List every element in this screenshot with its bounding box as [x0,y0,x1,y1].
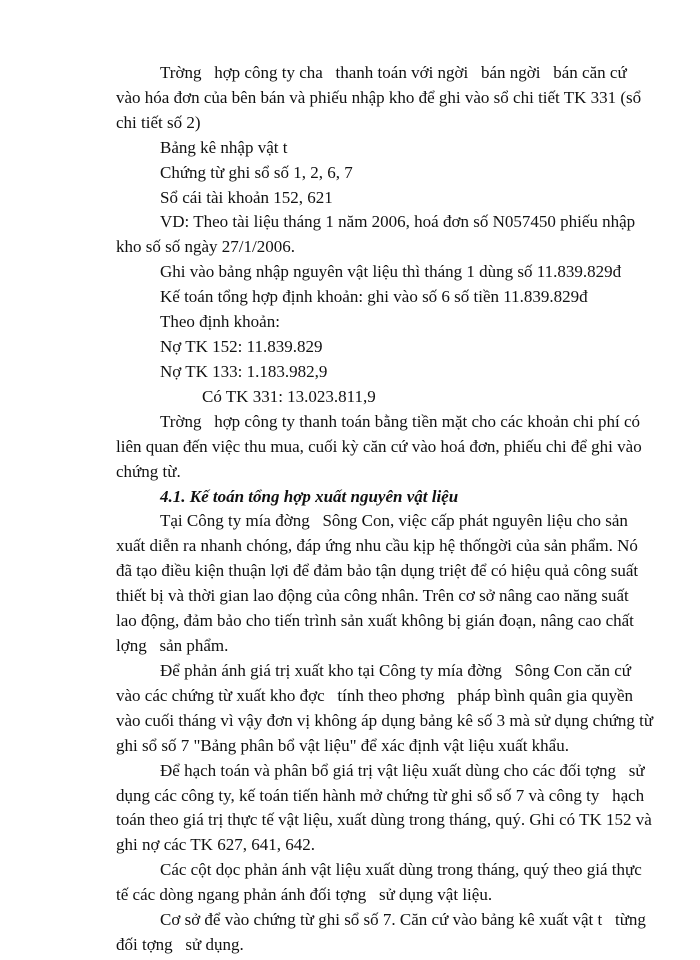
text-line: Để hạch toán và phân bổ giá trị vật liệu xuất dùng cho các đối tợng sử [160,761,645,780]
text-line: Kế toán tổng hợp định khoản: ghi vào số 6 số tiền 11.839.829đ [160,287,588,306]
text-line: Chứng từ ghi sổ số 1, 2, 6, 7 [160,163,353,182]
text-line: Nợ TK 133: 1.183.982,9 [160,362,328,381]
text-line: Các cột dọc phản ánh vật liệu xuất dùng trong tháng, quý theo giá thực [160,860,642,879]
text-line: đối tợng sử dụng. [116,935,244,954]
text-line: Trờng hợp công ty thanh toán bằng tiền mặt cho các khoản chi phí có [160,412,641,431]
text-line: chứng từ. [116,462,181,481]
text-line: thiết bị và thời gian lao động của công nhân. Trên cơ sở nâng cao năng suất [116,586,629,605]
text-line: ghi nợ các TK 627, 641, 642. [116,835,315,854]
text-line: kho số số ngày 27/1/2006. [116,237,295,256]
text-line: Theo định khoản: [160,312,280,331]
section-heading: 4.1. Kế toán tổng hợp xuất nguyên vật liệu [160,487,459,506]
text-line: đã tạo điều kiện thuận lợi để đảm bảo tận dụng triệt để có hiệu quả công suất [116,561,639,580]
text-line: vào hóa đơn của bên bán và phiếu nhập kho để ghi vào sổ chi tiết TK 331 (sổ [116,88,642,107]
text-line: chi tiết số 2) [116,113,201,132]
text-line: xuất diễn ra nhanh chóng, đáp ứng nhu cầu kịp hệ thốngời của sản phẩm. Nó [116,536,638,555]
text-line: VD: Theo tài liệu tháng 1 năm 2006, hoá đơn số N057450 phiếu nhập [160,212,636,231]
text-line: Tại Công ty mía đờng Sông Con, việc cấp phát nguyên liệu cho sản [160,511,628,530]
text-line: lợng sản phẩm. [116,636,229,655]
text-line: tế các dòng ngang phản ánh đối tợng sử dụng vật liệu. [116,885,493,904]
text-line: vào các chứng từ xuất kho đợc tính theo phơng pháp bình quân gia quyền [116,686,634,705]
text-line: Bảng kê nhập vật t [160,138,288,157]
text-line: Để phản ánh giá trị xuất kho tại Công ty mía đờng Sông Con căn cứ [160,661,631,680]
text-line: ghi sổ số 7 "Bảng phân bổ vật liệu" để xác định vật liệu xuất khẩu. [116,736,569,755]
text-line: vào cuối tháng vì vậy đơn vị không áp dụng bảng kê số 3 mà sử dụng chứng từ [116,711,654,730]
text-line: Cơ sở để vào chứng từ ghi sổ số 7. Căn cứ vào bảng kê xuất vật t từng [160,910,646,929]
text-line: Có TK 331: 13.023.811,9 [202,387,376,406]
text-line: dụng các công ty, kế toán tiến hành mở chứng từ ghi sổ số 7 và công ty hạch [116,786,645,805]
text-line: Sổ cái tài khoản 152, 621 [160,188,333,207]
text-line: lao động, đảm bảo cho tiến trình sản xuất không bị gián đoạn, nâng cao chất [116,611,634,630]
text-line: Ghi vào bảng nhập nguyên vật liệu thì tháng 1 dùng số 11.839.829đ [160,262,622,281]
text-line: liên quan đến việc thu mua, cuối kỳ căn cứ vào hoá đơn, phiếu chi để ghi vào [116,437,642,456]
text-line: Trờng hợp công ty cha thanh toán với ngời bán ngời bán căn cứ [160,63,627,82]
text-line: toán theo giá trị thực tế vật liệu, xuất dùng trong tháng, quý. Ghi có TK 152 và [116,810,652,829]
text-line: Nợ TK 152: 11.839.829 [160,337,323,356]
